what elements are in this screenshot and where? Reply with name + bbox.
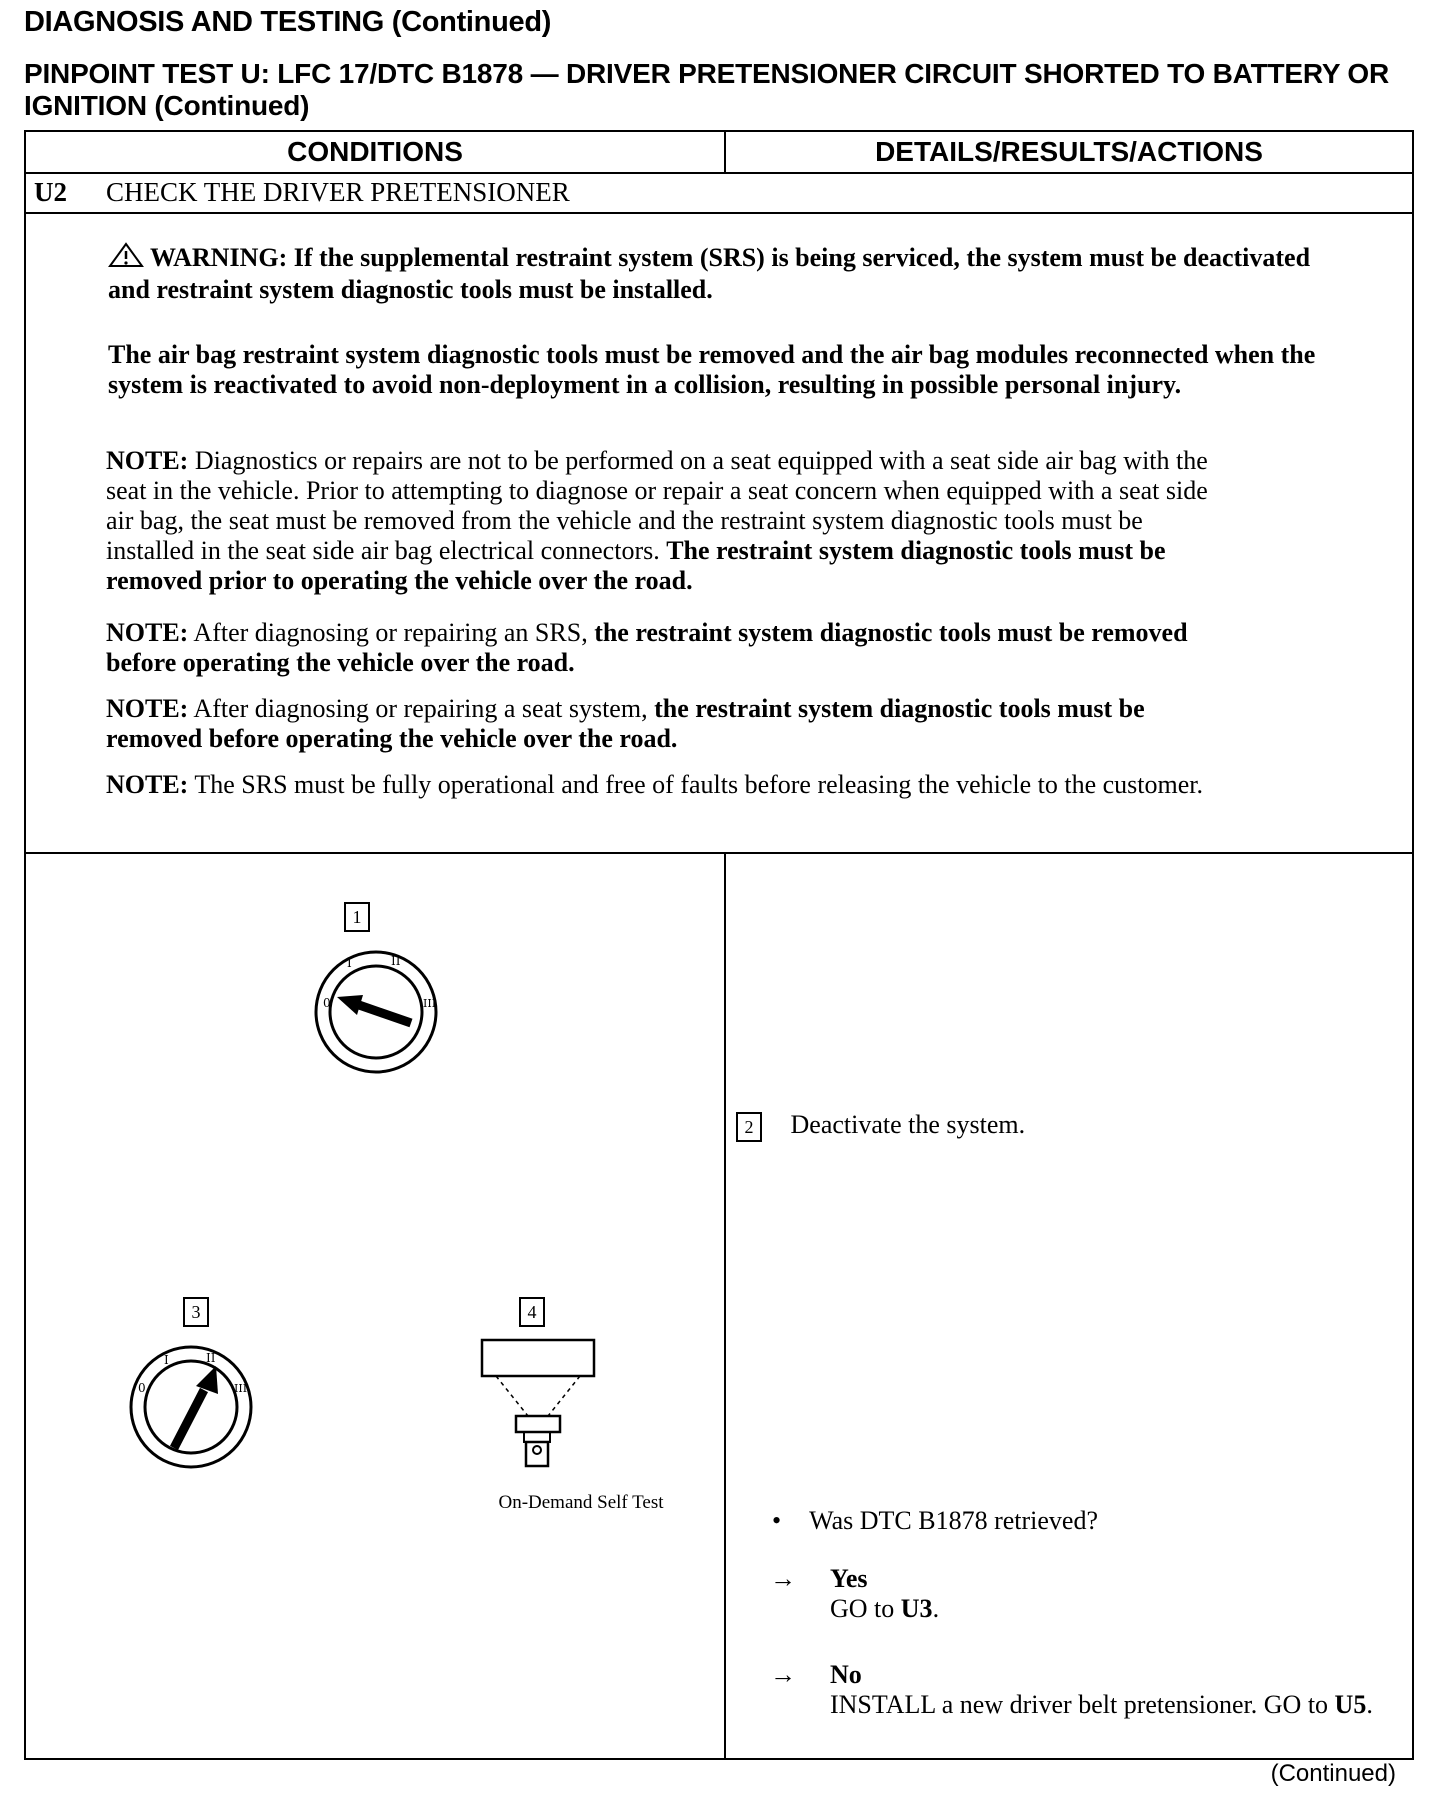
svg-text:III: III — [234, 1382, 248, 1395]
note-text: After diagnosing or repairing an SRS, — [193, 618, 588, 647]
details-column-header: DETAILS/RESULTS/ACTIONS — [875, 136, 1263, 167]
warning-icon — [108, 242, 144, 275]
warning-label: WARNING: — [150, 243, 288, 272]
callout-2: 2 — [736, 1112, 762, 1142]
results-area — [724, 130, 1414, 1760]
note-text: After diagnosing or repairing a seat system, — [193, 694, 648, 723]
illustration-caption: On-Demand Self Test — [498, 1492, 664, 1513]
bullet: • — [772, 1506, 782, 1535]
warning-text: If the supplemental restraint system (SRS) is being serviced, the system must be deactivated and restraint system diagnostic tools must be installed. — [108, 243, 1311, 304]
note-label: NOTE: — [106, 770, 189, 799]
action-step-2-text: Deactivate the system. — [790, 1110, 1026, 1139]
no-action: INSTALL a new driver belt pretensioner. GO to U5. — [830, 1690, 1373, 1719]
callout-1: 1 — [344, 902, 370, 932]
note-emphasis: the restraint system diagnostic tools must be removed before operating the vehicle over the road. — [106, 694, 1145, 753]
arrow-icon: → — [770, 1564, 796, 1593]
svg-text:I: I — [164, 1353, 169, 1367]
ignition-switch-off-icon — [311, 947, 441, 1077]
switch-mark-3: III — [423, 997, 437, 1010]
pinpoint-test-title: PINPOINT TEST U: LFC 17/DTC B1878 — DRIVER PRETENSIONER CIRCUIT SHORTED TO BATTERY OR IGNITION (Continued) — [24, 58, 1390, 121]
continued-label: (Continued) — [1270, 1760, 1396, 1787]
note-label: NOTE: — [106, 694, 189, 723]
note-emphasis: the restraint system diagnostic tools must be removed before operating the vehicle over the road. — [106, 618, 1188, 677]
callout-4: 4 — [519, 1297, 545, 1327]
scan-tool-icon — [456, 1332, 616, 1482]
svg-text:0: 0 — [138, 1381, 146, 1395]
warning-continuation: The air bag restraint system diagnostic tools must be removed and the air bag modules reconnected when the system is reactivated to avoid non-deployment in a collision, resulting in possible personal injury. — [108, 340, 1316, 399]
yes-action: GO to U3. — [830, 1594, 940, 1623]
result-question — [772, 1506, 1098, 1536]
step-heading — [34, 177, 570, 208]
switch-mark-2: II — [391, 954, 401, 968]
question-text: Was DTC B1878 retrieved? — [809, 1506, 1098, 1535]
note-text: The SRS must be fully operational and free of faults before releasing the vehicle to the customer. — [194, 770, 1204, 799]
note-label: NOTE: — [106, 618, 189, 647]
conditions-column-header: CONDITIONS — [287, 136, 463, 167]
note-emphasis: The restraint system diagnostic tools must be removed prior to operating the vehicle over the road. — [106, 536, 1166, 595]
ignition-switch-run-icon — [126, 1342, 256, 1472]
no-target-link: U5 — [1334, 1690, 1367, 1719]
svg-text:II: II — [206, 1351, 216, 1365]
arrow-icon: → — [770, 1660, 796, 1689]
note-text: Diagnostics or repairs are not to be performed on a seat equipped with a seat side air bag with the seat in the vehicle. Prior to attempting to diagnose or repair a seat concern when equipped with a seat side air bag, the seat must be removed from the vehicle and the restraint system diagnostic tools must be installed in the seat side air bag electrical connectors. — [106, 446, 1208, 565]
yes-target-link: U3 — [900, 1594, 933, 1623]
callout-3: 3 — [183, 1297, 209, 1327]
page-title: DIAGNOSIS AND TESTING (Continued) — [24, 6, 552, 38]
yes-label: Yes — [830, 1564, 868, 1593]
no-label: No — [830, 1660, 862, 1689]
step-id: U2 — [34, 177, 67, 207]
result-yes — [770, 1564, 1390, 1624]
result-no — [770, 1660, 1410, 1720]
switch-mark-1: I — [347, 956, 352, 970]
switch-mark-off: 0 — [323, 996, 331, 1010]
note-label: NOTE: — [106, 446, 189, 475]
step-title: CHECK THE DRIVER PRETENSIONER — [106, 177, 570, 207]
